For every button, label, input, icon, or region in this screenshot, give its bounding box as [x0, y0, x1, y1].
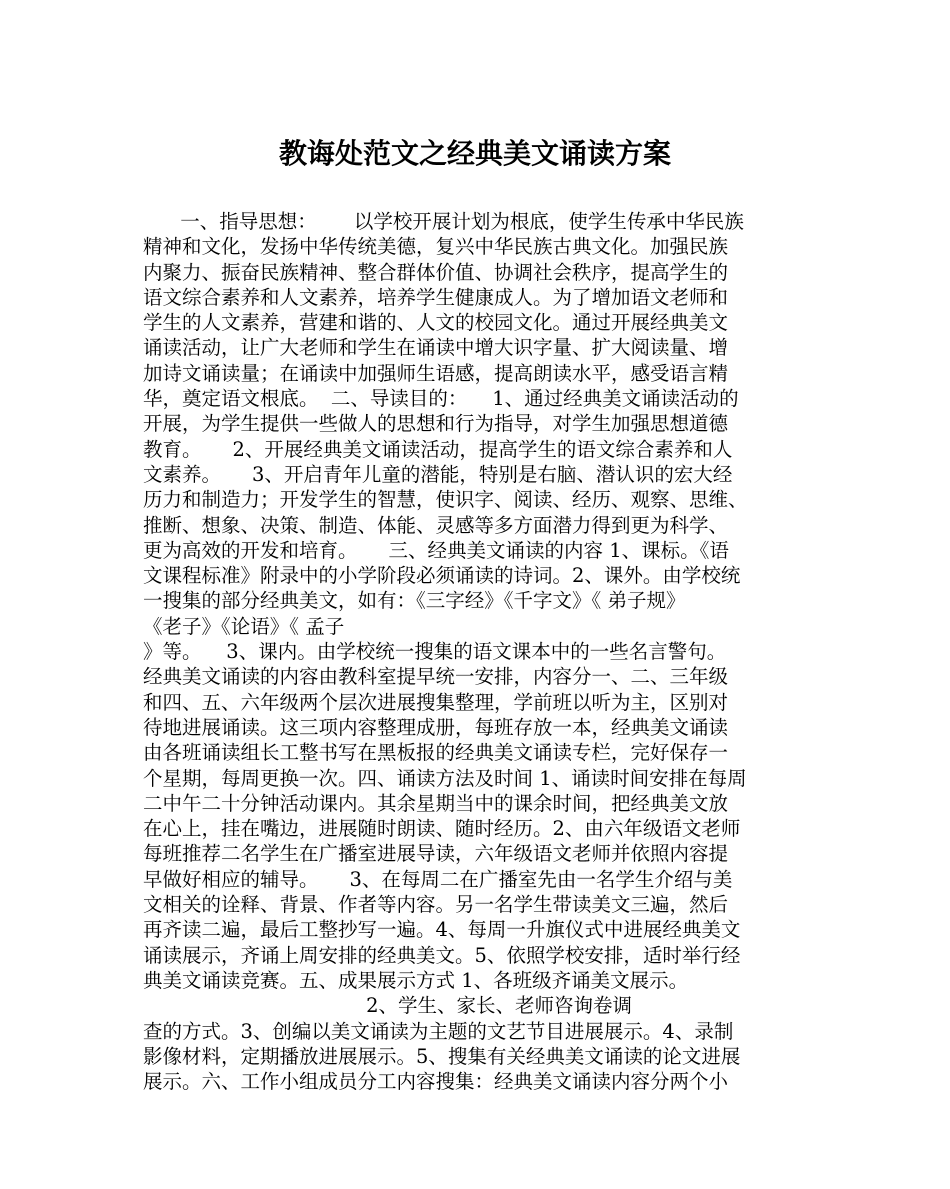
body-line: 语文综合素养和人文素养，培养学生健康成人。为了增加语文老师和	[143, 285, 729, 309]
body-line: 历力和制造力；开发学生的智慧，使识字、阅读、经历、观察、思维、	[143, 488, 748, 512]
body-line: 每班推荐二名学生在广播室进展导读，六年级语文老师并依照内容提	[143, 842, 729, 866]
body-line: 展示。六、工作小组成员分工内容搜集：经典美文诵读内容分两个小	[143, 1070, 729, 1094]
body-line: 《老子》《论语》《 孟子	[143, 614, 345, 638]
body-line: 典美文诵读竞赛。五、成果展示方式 1、各班级齐诵美文展示。	[143, 968, 689, 992]
body-line: 推断、想象、决策、制造、体能、灵感等多方面潜力得到更为科学、	[143, 513, 729, 537]
body-line: 诵读展示，齐诵上周安排的经典美文。5、依照学校安排，适时举行经	[143, 943, 741, 967]
body-line: 加诗文诵读量；在诵读中加强师生语感，提高朗读水平，感受语言精	[143, 361, 729, 385]
body-line: 早做好相应的辅导。 3、在每周二在广播室先由一名学生介绍与美	[143, 867, 733, 891]
body-line: 精神和文化，发扬中华传统美德，复兴中华民族古典文化。加强民族	[143, 235, 729, 259]
document-title: 教诲处范文之经典美文诵读方案	[278, 137, 671, 170]
body-line: 二中午二十分钟活动课内。其余星期当中的课余时间，把经典美文放	[143, 791, 729, 815]
body-line: 开展，为学生提供一些做人的思想和行为指导，对学生加强思想道德	[143, 412, 729, 436]
body-line: 查的方式。3、创编以美文诵读为主题的文艺节目进展展示。4、录制	[143, 1019, 734, 1043]
body-line: 学生的人文素养，营建和谐的、人文的校园文化。通过开展经典美文	[143, 311, 729, 335]
body-line: 由各班诵读组长工整书写在黑板报的经典美文诵读专栏，完好保存一	[143, 741, 729, 765]
body-line: 文素养。 3、开启青年儿童的潜能，特别是右脑、潜认识的宏大经	[143, 462, 733, 486]
body-line: 诵读活动，让广大老师和学生在诵读中增大识字量、扩大阅读量、增	[143, 336, 729, 360]
body-line: 更为高效的开发和培育。 三、经典美文诵读的内容 1、课标。《语	[143, 538, 729, 562]
body-line: 文课程标准》附录中的小学阶段必须诵读的诗词。2、课外。由学校统	[143, 564, 741, 588]
body-line: 影像材料，定期播放进展展示。5、搜集有关经典美文诵读的论文进展	[143, 1044, 741, 1068]
body-line: 2、学生、家长、老师咨询卷调	[143, 994, 633, 1018]
body-line: 在心上，挂在嘴边，进展随时朗读、随时经历。2、由六年级语文老师	[143, 817, 741, 841]
body-line: 再齐读二遍，最后工整抄写一遍。4、每周一升旗仪式中进展经典美文	[143, 918, 741, 942]
body-line: 一搜集的部分经典美文，如有：《三字经》《千字文》《 弟子规》	[143, 589, 686, 613]
body-line: 个星期，每周更换一次。四、诵读方法及时间 1、诵读时间安排在每周	[143, 766, 747, 790]
body-line: 经典美文诵读的内容由教科室提早统一安排，内容分一、二、三年级	[143, 665, 729, 689]
body-line: 待地进展诵读。这三项内容整理成册，每班存放一本，经典美文诵读	[143, 715, 729, 739]
body-line: 》等。 3、课内。由学校统一搜集的语文课本中的一些名言警句。	[143, 640, 727, 664]
body-line: 一、指导思想： 以学校开展计划为根底，使学生传承中华民族	[143, 210, 744, 233]
document-body	[143, 209, 823, 1094]
body-line: 华，奠定语文根底。 二、导读目的： 1、通过经典美文诵读活动的	[143, 387, 739, 411]
body-line: 和四、五、六年级两个层次进展搜集整理，学前班以听为主，区别对	[143, 690, 729, 714]
body-line: 文相关的诠释、背景、作者等内容。另一名学生带读美文三遍，然后	[143, 893, 729, 917]
body-line: 教育。 2、开展经典美文诵读活动，提高学生的语文综合素养和人	[143, 437, 733, 461]
body-line: 内聚力、振奋民族精神、整合群体价值、协调社会秩序，提高学生的	[143, 260, 729, 284]
